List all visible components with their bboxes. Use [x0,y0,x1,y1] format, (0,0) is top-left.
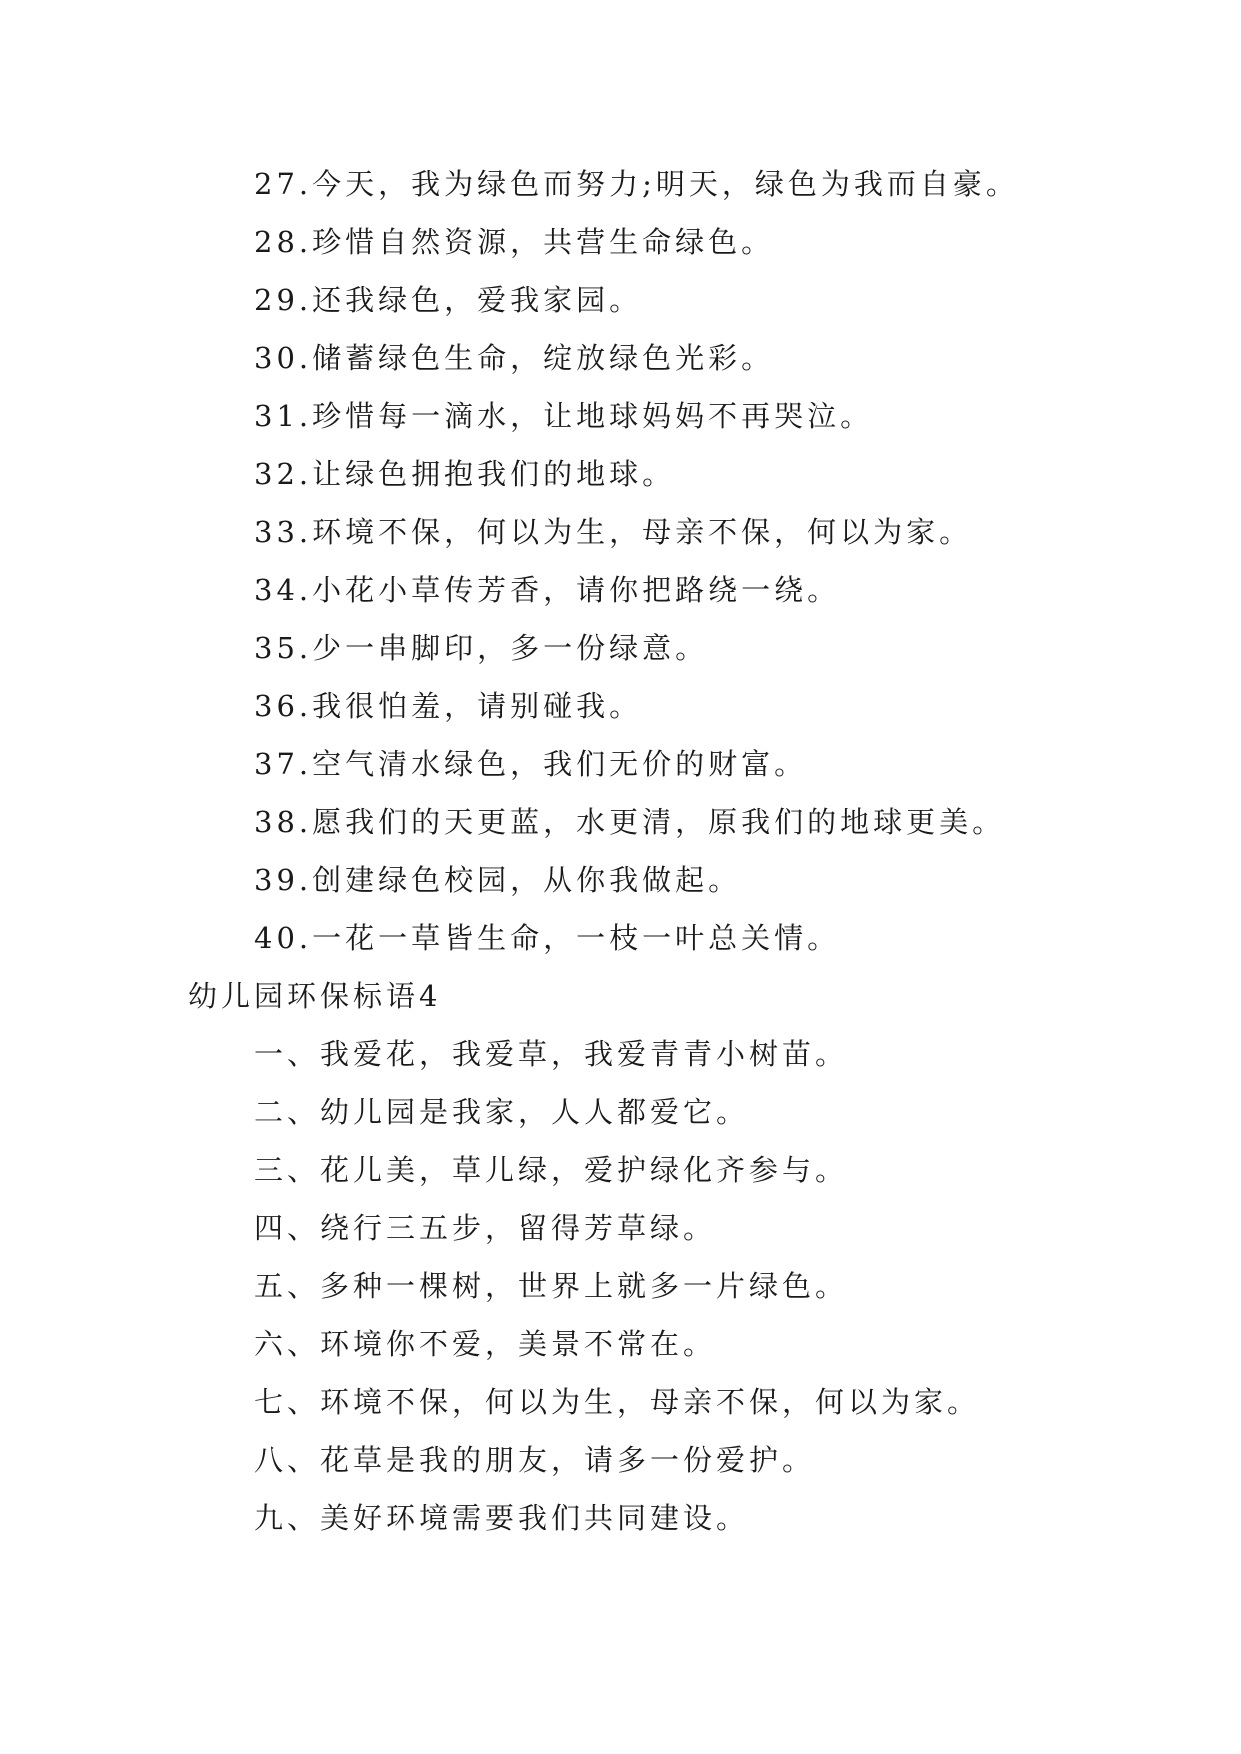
slogan-31: 31.珍惜每一滴水，让地球妈妈不再哭泣。 [254,399,874,433]
slogan-37: 37.空气清水绿色，我们无价的财富。 [254,747,808,781]
slogan-item-2: 二、幼儿园是我家，人人都爱它。 [254,1095,750,1129]
section-heading: 幼儿园环保标语4 [188,979,442,1013]
slogan-34: 34.小花小草传芳香，请你把路绕一绕。 [254,573,841,607]
slogan-36: 36.我很怕羞，请别碰我。 [254,689,643,723]
slogan-item-7: 七、环境不保，何以为生，母亲不保，何以为家。 [254,1385,981,1419]
slogan-item-8: 八、花草是我的朋友，请多一份爱护。 [254,1443,816,1477]
slogan-item-1: 一、我爱花，我爱草，我爱青青小树苗。 [254,1037,849,1071]
slogan-item-9: 九、美好环境需要我们共同建设。 [254,1501,750,1535]
slogan-40: 40.一花一草皆生命，一枝一叶总关情。 [254,921,841,955]
slogan-item-5: 五、多种一棵树，世界上就多一片绿色。 [254,1269,849,1303]
slogan-27: 27.今天，我为绿色而努力;明天，绿色为我而自豪。 [254,167,1019,201]
slogan-28: 28.珍惜自然资源，共营生命绿色。 [254,225,775,259]
slogan-item-4: 四、绕行三五步，留得芳草绿。 [254,1211,717,1245]
slogan-32: 32.让绿色拥抱我们的地球。 [254,457,676,491]
slogan-item-3: 三、花儿美，草儿绿，爱护绿化齐参与。 [254,1153,849,1187]
slogan-38: 38.愿我们的天更蓝，水更清，原我们的地球更美。 [254,805,1006,839]
slogan-39: 39.创建绿色校园，从你我做起。 [254,863,742,897]
slogan-30: 30.储蓄绿色生命，绽放绿色光彩。 [254,341,775,375]
slogan-35: 35.少一串脚印，多一份绿意。 [254,631,709,665]
slogan-29: 29.还我绿色，爱我家园。 [254,283,643,317]
slogan-item-6: 六、环境你不爱，美景不常在。 [254,1327,717,1361]
slogan-33: 33.环境不保，何以为生，母亲不保，何以为家。 [254,515,973,549]
document-body [0,155,1241,1547]
